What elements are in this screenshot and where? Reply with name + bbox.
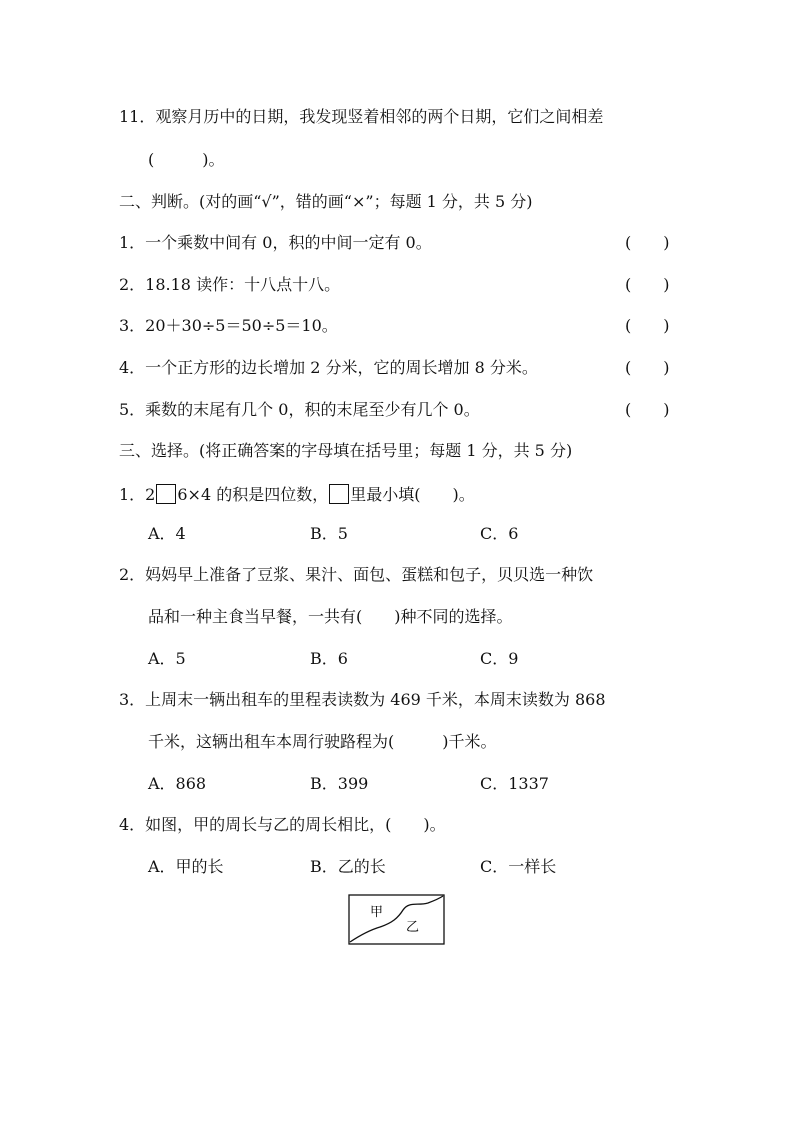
q11-answer-blank: ( )。 [148, 150, 225, 169]
choice-q3-line2: 千米，这辆出租车本周行驶路程为( )千米。 [148, 732, 497, 751]
q1-option-c[interactable]: C．6 [480, 524, 519, 543]
judge-answer-2[interactable]: ( ) [625, 275, 670, 294]
q3-option-a[interactable]: A．868 [148, 774, 207, 793]
judge-answer-3[interactable]: ( ) [625, 316, 670, 335]
choice-q4-line1: 4．如图，甲的周长与乙的周长相比，( )。 [119, 815, 446, 834]
figure-label-yi: 乙 [406, 920, 420, 935]
judge-answer-1[interactable]: ( ) [625, 233, 670, 252]
judge-item-1: 1．一个乘数中间有 0，积的中间一定有 0。 [119, 233, 432, 252]
perimeter-figure [348, 894, 446, 946]
q3-option-c[interactable]: C．1337 [480, 774, 549, 793]
q2-option-c[interactable]: C．9 [480, 649, 519, 668]
judge-item-2: 2．18.18 读作：十八点十八。 [119, 275, 341, 294]
q4-option-c[interactable]: C．一样长 [480, 857, 557, 876]
digit-blank-box-ref [329, 484, 349, 504]
choice-q3-line1: 3．上周末一辆出租车的里程表读数为 469 千米，本周末读数为 868 [119, 690, 606, 709]
choice-q1-mid: 6×4 的积是四位数， [177, 485, 329, 504]
digit-blank-box [156, 484, 176, 504]
choice-q2-line1: 2．妈妈早上准备了豆浆、果汁、面包、蛋糕和包子，贝贝选一种饮 [119, 565, 594, 584]
choice-q2-line2: 品和一种主食当早餐，一共有( )种不同的选择。 [148, 607, 513, 626]
judge-answer-4[interactable]: ( ) [625, 358, 670, 377]
q4-option-b[interactable]: B．乙的长 [310, 857, 386, 876]
judge-item-4: 4．一个正方形的边长增加 2 分米，它的周长增加 8 分米。 [119, 358, 538, 377]
q2-option-b[interactable]: B．6 [310, 649, 348, 668]
figure-label-jia: 甲 [370, 905, 384, 920]
q1-option-b[interactable]: B．5 [310, 524, 348, 543]
choice-q1 [119, 484, 475, 505]
choice-q1-suffix: 里最小填( )。 [350, 485, 475, 504]
q1-option-a[interactable]: A．4 [148, 524, 186, 543]
figure-dividing-curve [350, 896, 443, 942]
q11-line1: 11．观察月历中的日期，我发现竖着相邻的两个日期，它们之间相差 [119, 107, 604, 126]
judge-item-5: 5．乘数的末尾有几个 0，积的末尾至少有几个 0。 [119, 400, 480, 419]
q3-option-b[interactable]: B．399 [310, 774, 369, 793]
judge-answer-5[interactable]: ( ) [625, 400, 670, 419]
q4-option-a[interactable]: A．甲的长 [148, 857, 224, 876]
q2-option-a[interactable]: A．5 [148, 649, 186, 668]
choice-q1-prefix: 1．2 [119, 485, 156, 504]
section2-heading: 二、判断。(对的画“√”，错的画“×”；每题 1 分，共 5 分) [119, 192, 533, 211]
judge-item-3: 3．20＋30÷5＝50÷5＝10。 [119, 316, 338, 335]
section3-heading: 三、选择。(将正确答案的字母填在括号里；每题 1 分，共 5 分) [119, 441, 573, 460]
